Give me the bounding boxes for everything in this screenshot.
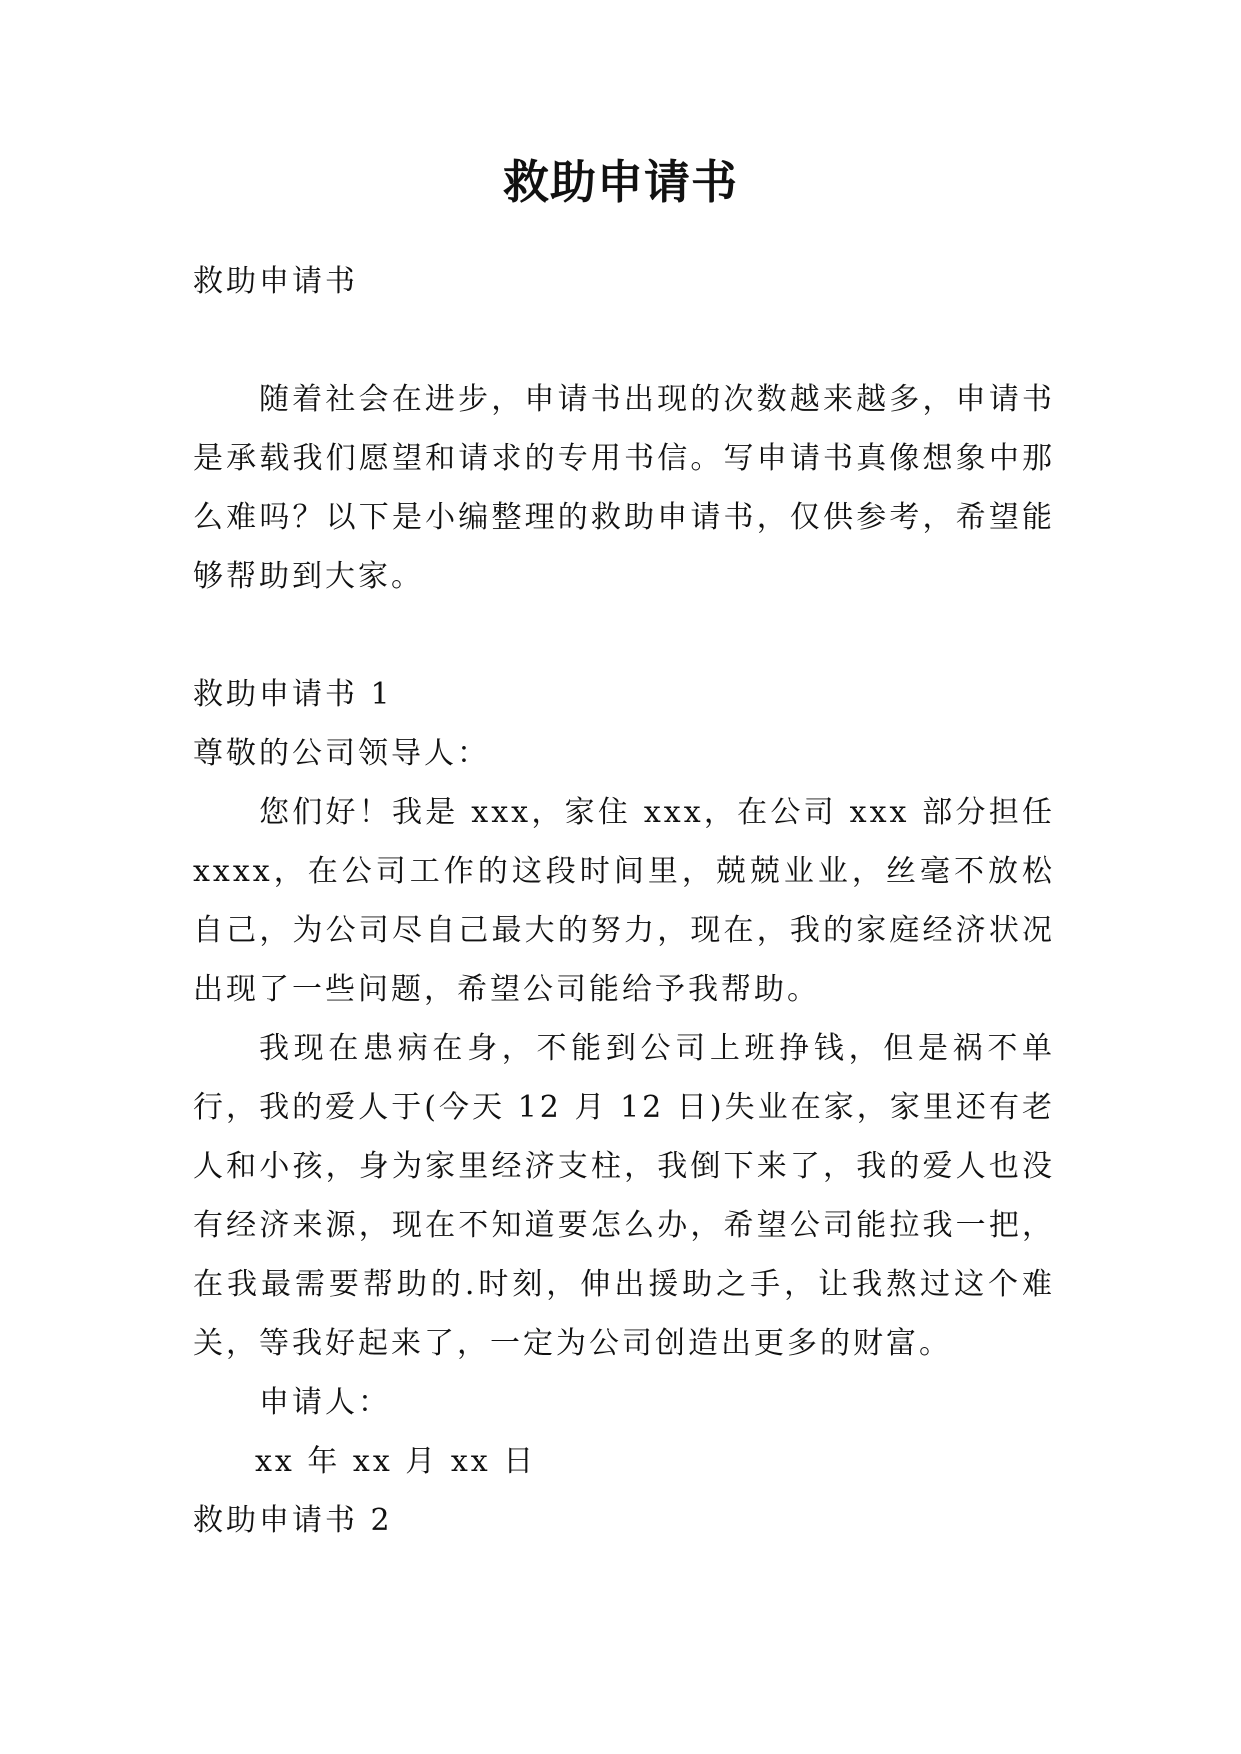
spacer	[193, 606, 1055, 665]
section1-paragraph-1: 您们好！我是 xxx，家住 xxx，在公司 xxx 部分担任 xxxx，在公司工作的这段时间里，兢兢业业，丝毫不放松自己，为公司尽自己最大的努力，现在，我的家庭经济状况出现了一些问题，希望公司能给予我帮助。	[193, 795, 1055, 1007]
signature-date: xx 年 xx 月 xx 日	[255, 1444, 537, 1479]
section1-paragraph-2: 我现在患病在身，不能到公司上班挣钱，但是祸不单行，我的爱人于(今天 12 月 12 日)失业在家，家里还有老人和小孩，身为家里经济支柱，我倒下来了，我的爱人也没有经济来源，现在不知道要怎么办，希望公司能拉我一把，在我最需要帮助的.时刻，伸出援助之手，让我熬过这个难关，等我好起来了，一定为公司创造出更多的财富。	[193, 1031, 1055, 1361]
document-subtitle: 救助申请书	[193, 264, 358, 299]
document-body	[193, 252, 1055, 1550]
signature-label: 申请人：	[259, 1385, 391, 1420]
section2-heading: 救助申请书 2	[193, 1503, 393, 1538]
intro-paragraph: 随着社会在进步，申请书出现的次数越来越多，申请书是承载我们愿望和请求的专用书信。写申请书真像想象中那么难吗？以下是小编整理的救助申请书，仅供参考，希望能够帮助到大家。	[193, 382, 1055, 594]
salutation: 尊敬的公司领导人：	[193, 736, 490, 771]
document-title: 救助申请书	[503, 155, 738, 209]
spacer	[193, 311, 1055, 370]
section1-heading: 救助申请书 1	[193, 677, 393, 712]
